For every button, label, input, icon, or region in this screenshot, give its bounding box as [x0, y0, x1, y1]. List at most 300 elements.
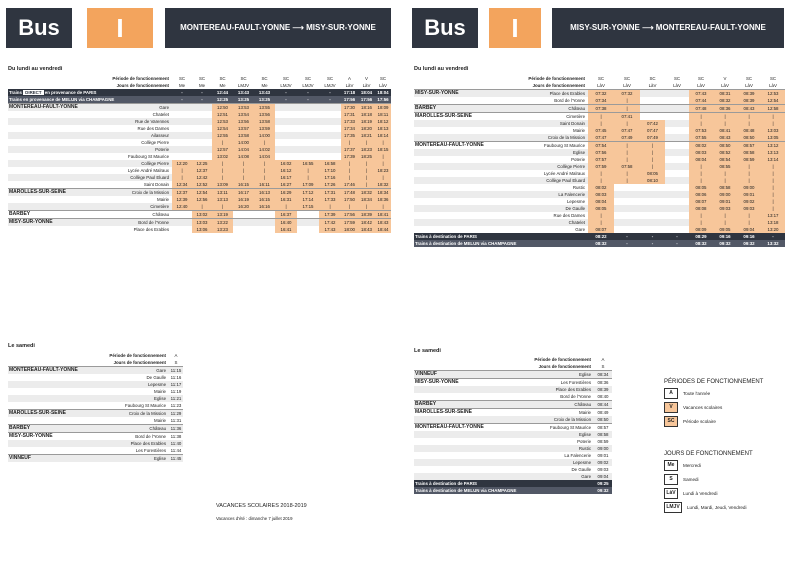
- time-cell: 14:08: [233, 153, 254, 160]
- time-cell: 07:34: [588, 97, 614, 105]
- train-time: 09:25: [594, 480, 612, 487]
- time-cell: [614, 212, 640, 219]
- period-row: [414, 75, 785, 82]
- town-name: MAROLLES-SUR-SEINE: [8, 189, 93, 197]
- time-cell: |: [761, 184, 785, 191]
- town-name: MISY-SUR-YONNE: [8, 219, 93, 227]
- legend-period-label: Toute l'année: [683, 391, 711, 396]
- train-time: 13:25: [233, 96, 254, 104]
- time-cell: |: [297, 167, 319, 174]
- time-cell: 13:09: [212, 181, 233, 189]
- time-cell: |: [212, 174, 233, 181]
- train-time: -: [297, 89, 319, 96]
- stop-name: Faubourg St Maurice: [125, 403, 167, 408]
- days-code: Me: [261, 83, 268, 88]
- time-cell: 09:02: [737, 198, 761, 205]
- time-cell: 08:07: [588, 226, 614, 233]
- stop-name: Ailasseur: [93, 132, 172, 139]
- train-time: -: [172, 89, 192, 96]
- table-row: [414, 379, 612, 387]
- time-cell: |: [172, 174, 192, 181]
- time-cell: 12:53: [212, 118, 233, 125]
- town-name: VINNEUF: [8, 455, 88, 463]
- table-row: [414, 120, 785, 127]
- table-row: [414, 416, 612, 424]
- table-row: [414, 156, 785, 163]
- town-name: [8, 417, 88, 425]
- time-cell: 16:12: [275, 167, 297, 174]
- saturday-title-right: Le samedi: [414, 348, 441, 354]
- period-row: [8, 75, 391, 82]
- table-row: [8, 410, 183, 418]
- stop-name: Collège Paul Eluard: [93, 174, 172, 181]
- time-cell: 07:58: [614, 163, 640, 170]
- town-name: [414, 191, 506, 198]
- stop-name: Collège Pierre: [141, 140, 170, 145]
- days-row: [8, 82, 391, 89]
- time-cell: |: [614, 177, 640, 184]
- time-cell: 16:02: [275, 160, 297, 167]
- time-cell: 07:41: [614, 113, 640, 121]
- town-name: [8, 125, 93, 132]
- time-cell: 17:50: [341, 196, 358, 203]
- time-cell: [297, 125, 319, 132]
- time-cell: |: [640, 156, 665, 163]
- town-name: [8, 447, 88, 455]
- stop-name: Eglise: [88, 455, 169, 463]
- period-code: SC: [304, 76, 312, 81]
- time-cell: 17:16: [319, 174, 341, 181]
- town-name: MISY-SUR-YONNE: [414, 379, 510, 387]
- stop-name: Bord de l'Yonne: [88, 433, 169, 441]
- stop-name: Poterie: [571, 157, 586, 162]
- stop-name: Lycée André Malraux: [127, 168, 170, 173]
- time-cell: 18:18: [358, 111, 375, 118]
- train-time: 09:32: [737, 240, 761, 247]
- time-cell: |: [761, 120, 785, 127]
- town-name: [414, 393, 510, 401]
- table-row: [414, 466, 612, 473]
- train-time: -: [275, 89, 297, 96]
- time-cell: [275, 132, 297, 139]
- time-cell: 13:59: [254, 125, 275, 132]
- stop-name: Chatelet: [152, 112, 170, 117]
- time-cell: [665, 212, 689, 219]
- time-cell: 12:54: [212, 125, 233, 132]
- time-cell: 13:02: [212, 153, 233, 160]
- time-cell: 12:42: [192, 174, 212, 181]
- time-cell: [614, 205, 640, 212]
- table-row: [8, 146, 391, 153]
- time-cell: 09:01: [597, 453, 609, 458]
- stop-name: Place des Erables: [510, 386, 594, 393]
- town-name: [414, 466, 510, 473]
- town-name: [414, 156, 506, 163]
- time-cell: 08:50: [594, 416, 612, 424]
- stop-name: Collège Paul Eluard: [506, 177, 588, 184]
- time-cell: |: [713, 120, 737, 127]
- time-cell: 18:44: [375, 226, 391, 233]
- time-cell: [640, 205, 665, 212]
- time-cell: 18:14: [375, 132, 391, 139]
- weekday-title-right: Du lundi au vendredi: [414, 66, 469, 72]
- town-name: [414, 416, 510, 424]
- time-cell: 09:05: [713, 226, 737, 233]
- table-row: [8, 440, 183, 447]
- time-cell: 08:05: [588, 205, 614, 212]
- time-cell: [275, 125, 297, 132]
- time-cell: 13:22: [212, 219, 233, 227]
- table-row: [8, 104, 391, 112]
- table-row: [414, 401, 612, 409]
- train-time: -: [665, 240, 689, 247]
- stop-name: Croix de la Mission: [506, 134, 588, 142]
- period-code: SC: [745, 76, 753, 81]
- stop-name: Lepesme: [88, 381, 169, 388]
- table-row: [8, 196, 391, 203]
- time-cell: |: [375, 139, 391, 146]
- town-name: [8, 167, 93, 174]
- time-cell: 12:51: [212, 111, 233, 118]
- days-code: Me: [178, 83, 186, 88]
- train-banner-melun: [414, 487, 612, 494]
- train-banner-melun: [8, 96, 391, 104]
- period-code: SC: [326, 76, 334, 81]
- legend-days-code: LMJV: [664, 502, 682, 513]
- town-name: MISY-SUR-YONNE: [8, 433, 88, 441]
- stop-name: La Falencerie: [506, 191, 588, 198]
- time-cell: |: [358, 160, 375, 167]
- town-name: [414, 149, 506, 156]
- time-cell: 07:32: [588, 90, 614, 98]
- town-name: [8, 153, 93, 160]
- time-cell: 13:56: [254, 111, 275, 118]
- time-cell: 17:09: [297, 181, 319, 189]
- time-cell: 12:53: [761, 90, 785, 98]
- time-cell: |: [761, 170, 785, 177]
- time-cell: 13:23: [212, 226, 233, 233]
- time-cell: [665, 226, 689, 233]
- time-cell: 13:11: [212, 189, 233, 197]
- time-cell: 13:03: [192, 219, 212, 227]
- time-cell: 17:30: [341, 104, 358, 112]
- stop-name: Mairie: [154, 418, 167, 423]
- period-code: SC: [219, 76, 226, 81]
- town-name: [414, 431, 510, 438]
- town-name: [8, 146, 93, 153]
- time-cell: [640, 219, 665, 226]
- days-label: Jours de fonctionnement: [532, 83, 586, 88]
- table-row: [414, 127, 785, 134]
- stop-name: Gare: [93, 104, 172, 112]
- time-cell: [319, 104, 341, 112]
- stop-name: Faubourg St Maurice: [510, 424, 594, 432]
- time-cell: 11:31: [170, 418, 182, 423]
- time-cell: [640, 105, 665, 113]
- time-cell: [275, 104, 297, 112]
- train-time: -: [275, 96, 297, 104]
- time-cell: |: [761, 198, 785, 205]
- stop-name: Croix de la Mission: [88, 410, 169, 418]
- train-time: -: [319, 96, 341, 104]
- time-cell: |: [319, 203, 341, 211]
- time-cell: 17:15: [297, 203, 319, 211]
- period-code: V: [723, 76, 727, 81]
- time-cell: |: [375, 153, 391, 160]
- time-cell: 17:33: [319, 196, 341, 203]
- time-cell: |: [640, 142, 665, 150]
- train-time: -: [614, 233, 640, 240]
- time-cell: [297, 153, 319, 160]
- time-cell: |: [614, 142, 640, 150]
- time-cell: 13:19: [212, 211, 233, 219]
- stop-name: Château: [88, 425, 169, 433]
- bus-label-left: Bus: [6, 8, 72, 48]
- town-name: BARBEY: [8, 425, 88, 433]
- time-cell: 11:16: [170, 375, 182, 380]
- time-cell: |: [614, 105, 640, 113]
- time-cell: 09:03: [737, 205, 761, 212]
- time-cell: 09:04: [737, 226, 761, 233]
- time-cell: 17:46: [341, 181, 358, 189]
- time-cell: |: [614, 120, 640, 127]
- train-time: 13:32: [761, 240, 785, 247]
- table-row: [414, 371, 612, 379]
- time-cell: 13:05: [761, 134, 785, 142]
- time-cell: 07:32: [614, 90, 640, 98]
- train-time: 17:18: [341, 89, 358, 96]
- table-row: [8, 160, 391, 167]
- time-cell: 09:03: [713, 205, 737, 212]
- time-cell: [233, 219, 254, 227]
- time-cell: [665, 205, 689, 212]
- town-name: [414, 226, 506, 233]
- period-code: SC: [673, 76, 681, 81]
- table-row: [414, 393, 612, 401]
- time-cell: 17:14: [297, 196, 319, 203]
- legend-days-label: Lundi à Vendredi: [683, 491, 718, 496]
- time-cell: 08:36: [594, 379, 612, 387]
- table-row: [8, 132, 391, 139]
- time-cell: 18:39: [358, 211, 375, 219]
- table-row: [414, 177, 785, 184]
- table-row: [8, 174, 391, 181]
- stop-name: Saint Donain: [506, 120, 588, 127]
- time-cell: [297, 132, 319, 139]
- time-cell: 12:52: [192, 181, 212, 189]
- train-time: 17:56: [358, 96, 375, 104]
- town-name: [414, 120, 506, 127]
- time-cell: 18:13: [375, 125, 391, 132]
- town-name: [8, 402, 88, 410]
- time-cell: [319, 153, 341, 160]
- legend-period-item: [664, 416, 763, 427]
- time-cell: 14:00: [254, 132, 275, 139]
- time-cell: 07:38: [588, 105, 614, 113]
- town-name: [414, 438, 510, 445]
- time-cell: 08:05: [689, 184, 713, 191]
- time-cell: 09:00: [737, 184, 761, 191]
- stop-name: Poterie: [93, 146, 172, 153]
- time-cell: |: [588, 170, 614, 177]
- time-cell: 12:40: [172, 203, 192, 211]
- days-code: LàV: [721, 83, 729, 88]
- time-cell: 08:02: [588, 184, 614, 191]
- period-code: SC: [178, 76, 186, 81]
- table-row: [414, 97, 785, 105]
- time-cell: 08:05: [640, 170, 665, 177]
- time-cell: 18:41: [375, 211, 391, 219]
- time-cell: |: [713, 113, 737, 121]
- stop-name: Cimetière: [93, 203, 172, 211]
- time-cell: |: [713, 219, 737, 226]
- time-cell: 11:36: [170, 426, 182, 431]
- time-cell: [172, 139, 192, 146]
- time-cell: 12:39: [172, 196, 192, 203]
- table-row: [414, 452, 612, 459]
- train-time: 13:25: [254, 96, 275, 104]
- line-badge-right: I: [489, 8, 541, 48]
- time-cell: |: [275, 203, 297, 211]
- time-cell: [614, 184, 640, 191]
- time-cell: [297, 104, 319, 112]
- days-code: LàV: [623, 83, 631, 88]
- time-cell: |: [689, 219, 713, 226]
- time-cell: 16:17: [275, 174, 297, 181]
- town-name: [8, 395, 88, 402]
- time-cell: 08:03: [588, 191, 614, 198]
- time-cell: [640, 97, 665, 105]
- time-cell: 07:44: [689, 97, 713, 105]
- table-row: [414, 386, 612, 393]
- train-time: -: [761, 233, 785, 240]
- time-cell: [665, 198, 689, 205]
- time-cell: [665, 177, 689, 184]
- time-cell: 17:12: [297, 189, 319, 197]
- train-time: 09:32: [713, 240, 737, 247]
- time-cell: 08:36: [713, 105, 737, 113]
- time-cell: 09:00: [594, 445, 612, 452]
- time-cell: [319, 111, 341, 118]
- time-cell: [640, 90, 665, 98]
- time-cell: 17:42: [319, 219, 341, 227]
- town-name: MONTEREAU-FAULT-YONNE: [8, 367, 88, 375]
- time-cell: 09:01: [713, 198, 737, 205]
- time-cell: 13:03: [761, 127, 785, 134]
- time-cell: 08:34: [594, 371, 612, 379]
- time-cell: 07:53: [689, 127, 713, 134]
- legend-days: [664, 451, 753, 513]
- stop-name: Cimetière: [506, 113, 588, 121]
- table-row: [8, 381, 183, 388]
- legend-period-label: Vacances scolaires: [683, 405, 723, 410]
- time-cell: 09:01: [737, 191, 761, 198]
- time-cell: [665, 163, 689, 170]
- time-cell: |: [737, 120, 761, 127]
- time-cell: [172, 219, 192, 227]
- town-name: [414, 452, 510, 459]
- period-code: SC: [379, 76, 387, 81]
- time-cell: |: [375, 174, 391, 181]
- time-cell: |: [614, 149, 640, 156]
- time-cell: |: [358, 181, 375, 189]
- time-cell: |: [588, 177, 614, 184]
- time-cell: |: [761, 113, 785, 121]
- town-name: [8, 374, 88, 381]
- train-time: 18:04: [358, 89, 375, 96]
- time-cell: 11:40: [170, 441, 182, 446]
- time-cell: [192, 104, 212, 112]
- time-cell: |: [254, 139, 275, 146]
- time-cell: |: [192, 203, 212, 211]
- time-cell: |: [614, 97, 640, 105]
- time-cell: [172, 125, 192, 132]
- stop-name: Mairie: [573, 128, 586, 133]
- period-row: [414, 356, 612, 363]
- time-cell: 17:35: [341, 132, 358, 139]
- table-row: [414, 445, 612, 452]
- time-cell: |: [358, 167, 375, 174]
- train-banner-label: Trains à destination de PARIS: [414, 233, 588, 240]
- time-cell: 16:19: [233, 196, 254, 203]
- time-cell: |: [713, 177, 737, 184]
- time-cell: [319, 125, 341, 132]
- time-cell: |: [737, 219, 761, 226]
- stop-name: Bord de l'Yonne: [560, 394, 592, 399]
- time-cell: [665, 90, 689, 98]
- time-cell: 08:08: [689, 205, 713, 212]
- time-cell: 18:12: [375, 118, 391, 125]
- town-name: [8, 181, 93, 189]
- time-cell: 08:32: [713, 97, 737, 105]
- time-cell: 16:13: [254, 189, 275, 197]
- stop-name: Rustic: [510, 445, 594, 452]
- time-cell: 08:07: [689, 198, 713, 205]
- town-name: MAROLLES-SUR-SEINE: [414, 113, 506, 121]
- legend-period-item: [664, 402, 763, 413]
- banner-text: Trains: [9, 90, 22, 95]
- train-banner-label: Trains en provenance de MELUN via CHAMPAGNE: [8, 96, 172, 104]
- time-cell: |: [588, 212, 614, 219]
- time-cell: [172, 132, 192, 139]
- town-name: [414, 97, 506, 105]
- time-cell: [172, 104, 192, 112]
- time-cell: |: [737, 163, 761, 170]
- train-banner-paris: [414, 233, 785, 240]
- train-time: -: [614, 240, 640, 247]
- table-row: [8, 455, 183, 463]
- period-code: SC: [240, 76, 247, 81]
- stop-name: Rue des Dames: [553, 213, 586, 218]
- period-code: V: [365, 76, 368, 81]
- days-code: Me: [219, 83, 226, 88]
- train-banner-paris: [414, 480, 612, 487]
- stop-name: Château: [506, 105, 588, 113]
- time-cell: 17:39: [319, 211, 341, 219]
- time-cell: 08:57: [737, 142, 761, 150]
- time-cell: 16:16: [254, 203, 275, 211]
- time-cell: |: [212, 167, 233, 174]
- time-cell: 13:56: [233, 118, 254, 125]
- time-cell: 18:00: [341, 226, 358, 233]
- period-code: A: [601, 357, 605, 362]
- time-cell: |: [375, 160, 391, 167]
- period-code: SC: [261, 76, 268, 81]
- table-row: [8, 226, 391, 233]
- period-label: Période de fonctionnement: [109, 353, 167, 358]
- time-cell: [640, 226, 665, 233]
- time-cell: 17:34: [341, 125, 358, 132]
